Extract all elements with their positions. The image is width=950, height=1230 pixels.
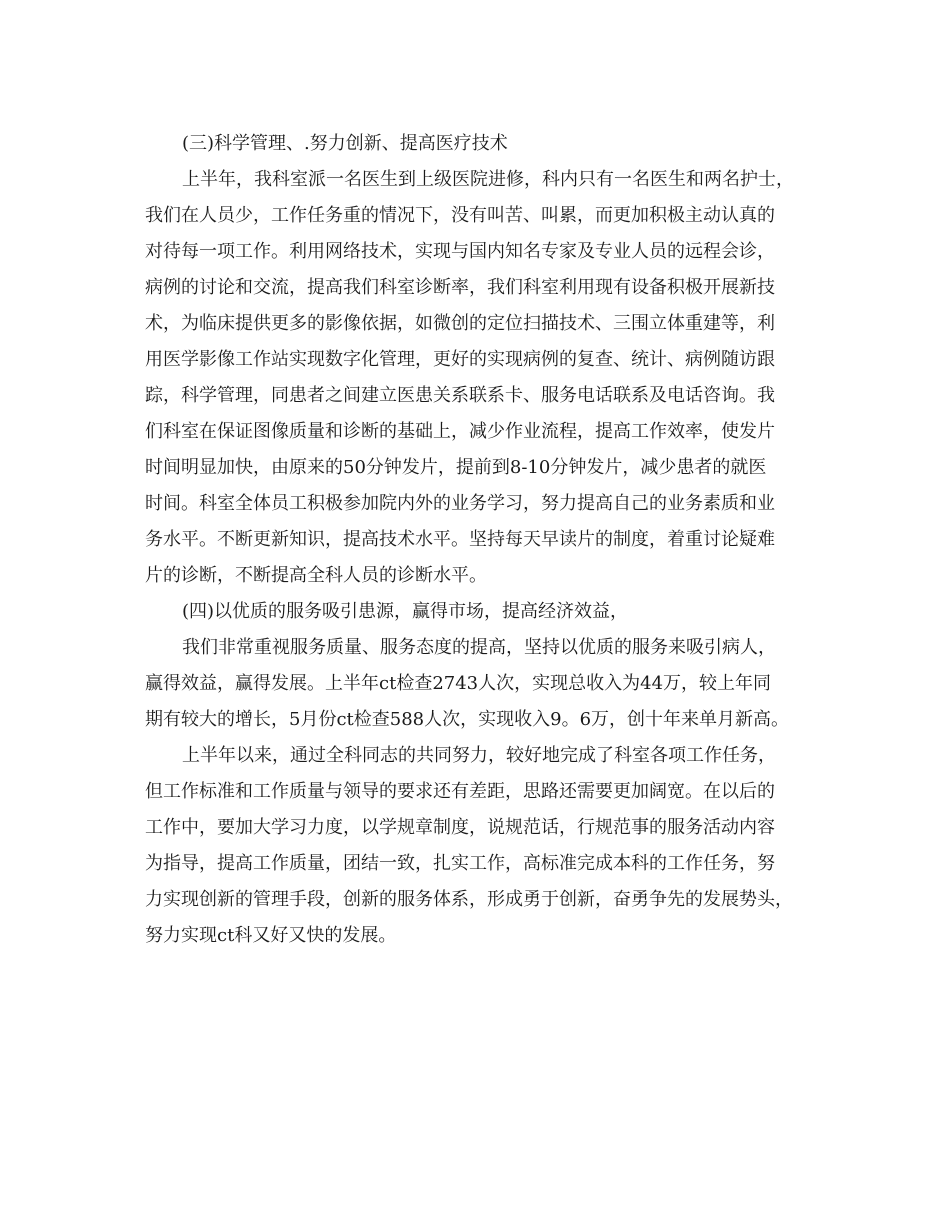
text-line: 上半年，我科室派一名医生到上级医院进修，科内只有一名医生和两名护士， bbox=[182, 169, 794, 190]
text-line: 踪，科学管理，同患者之间建立医患关系联系卡、服务电话联系及电话咨询。我 bbox=[145, 385, 775, 406]
text-line: (三)科学管理、.努力创新、提高医疗技术 bbox=[182, 133, 508, 154]
text-line: 片的诊断，不断提高全科人员的诊断水平。 bbox=[145, 565, 487, 586]
text-line: 为指导，提高工作质量，团结一致，扎实工作，高标准完成本科的工作任务，努 bbox=[145, 853, 775, 874]
text-line: 工作中，要加大学习力度，以学规章制度，说规范话，行规范事的服务活动内容 bbox=[145, 817, 775, 838]
text-line: 赢得效益，赢得发展。上半年ct检查2743人次，实现总收入为44万，较上年同 bbox=[145, 673, 772, 694]
text-line: 病例的讨论和交流，提高我们科室诊断率，我们科室利用现有设备积极开展新技 bbox=[145, 277, 775, 298]
text-line: 用医学影像工作站实现数字化管理，更好的实现病例的复查、统计、病例随访跟 bbox=[145, 349, 775, 370]
text-line: 术，为临床提供更多的影像依据，如微创的定位扫描技术、三围立体重建等，利 bbox=[145, 313, 775, 334]
text-line: 但工作标准和工作质量与领导的要求还有差距，思路还需要更加阔宽。在以后的 bbox=[145, 781, 775, 802]
text-line: 努力实现ct科又好又快的发展。 bbox=[145, 925, 397, 946]
text-line: 时间。科室全体员工积极参加院内外的业务学习，努力提高自己的业务素质和业 bbox=[145, 493, 775, 514]
text-line: 上半年以来，通过全科同志的共同努力，较好地完成了科室各项工作任务， bbox=[182, 745, 776, 766]
text-line: 们科室在保证图像质量和诊断的基础上，减少作业流程，提高工作效率，使发片 bbox=[145, 421, 775, 442]
text-line: 时间明显加快，由原来的50分钟发片，提前到8-10分钟发片，减少患者的就医 bbox=[145, 457, 767, 478]
text-line: 我们非常重视服务质量、服务态度的提高，坚持以优质的服务来吸引病人， bbox=[182, 637, 776, 658]
text-line: 务水平。不断更新知识，提高技术水平。坚持每天早读片的制度，着重讨论疑难 bbox=[145, 529, 775, 550]
document-body bbox=[145, 130, 810, 958]
text-line: (四)以优质的服务吸引患源，赢得市场，提高经济效益， bbox=[182, 601, 629, 622]
text-line: 期有较大的增长，5月份ct检查588人次，实现收入9。6万，创十年来单月新高。 bbox=[145, 709, 790, 730]
text-line: 对待每一项工作。利用网络技术，实现与国内知名专家及专业人员的远程会诊， bbox=[145, 241, 775, 262]
text-line: 力实现创新的管理手段，创新的服务体系，形成勇于创新，奋勇争先的发展势头， bbox=[145, 889, 793, 910]
text-line: 我们在人员少，工作任务重的情况下，没有叫苦、叫累，而更加积极主动认真的 bbox=[145, 205, 775, 226]
